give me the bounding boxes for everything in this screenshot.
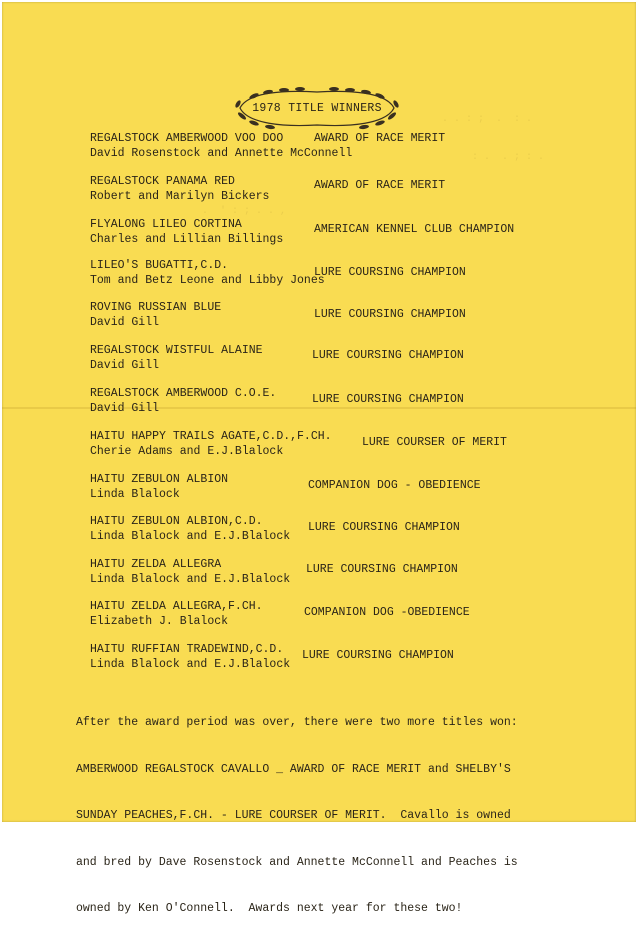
title-entry: [90, 217, 590, 247]
dog-name: HAITU RUFFIAN TRADEWIND,C.D.: [90, 643, 284, 656]
title-entry: [90, 514, 590, 544]
footer-line: and bred by Dave Rosenstock and Annette McConnell and Peaches is: [76, 855, 518, 869]
dog-name: REGALSTOCK PANAMA RED: [90, 175, 235, 188]
dog-name: HAITU ZELDA ALLEGRA,F.CH.: [90, 600, 263, 613]
award: LURE COURSING CHAMPION: [314, 308, 466, 321]
title-entry: [90, 429, 590, 459]
dog-name: HAITU ZEBULON ALBION: [90, 473, 229, 486]
award: LURE COURSING CHAMPION: [312, 349, 464, 362]
title-entry: [90, 258, 590, 288]
title-entry: [90, 343, 590, 373]
award: AMERICAN KENNEL CLUB CHAMPION: [314, 223, 515, 236]
title-entry: [90, 300, 590, 330]
dog-name: ROVING RUSSIAN BLUE: [90, 301, 222, 314]
award: LURE COURSER OF MERIT: [362, 436, 507, 449]
award: AWARD OF RACE MERIT: [314, 179, 446, 192]
dog-name: LILEO'S BUGATTI,C.D.: [90, 259, 229, 272]
owners: David Gill: [90, 359, 160, 372]
award: LURE COURSING CHAMPION: [314, 266, 466, 279]
owners: Linda Blalock and E.J.Blalock: [90, 530, 291, 543]
award: LURE COURSING CHAMPION: [306, 563, 458, 576]
owners: Cherie Adams and E.J.Blalock: [90, 445, 284, 458]
award: LURE COURSING CHAMPION: [308, 521, 460, 534]
owners: Linda Blalock and E.J.Blalock: [90, 658, 291, 671]
award: COMPANION DOG -OBEDIENCE: [304, 606, 470, 619]
footer-line: AMBERWOOD REGALSTOCK CAVALLO _ AWARD OF RACE MERIT and SHELBY'S: [76, 762, 511, 776]
award: COMPANION DOG - OBEDIENCE: [308, 479, 481, 492]
footer-paragraph: [76, 684, 562, 948]
dog-name: REGALSTOCK AMBERWOOD VOO DOO: [90, 132, 284, 145]
award: LURE COURSING CHAMPION: [302, 649, 454, 662]
dog-name: HAITU ZEBULON ALBION,C.D.: [90, 515, 263, 528]
owners: David Gill: [90, 316, 160, 329]
title-entry: [90, 174, 590, 204]
title-entry: [90, 599, 590, 629]
owners: Robert and Marilyn Bickers: [90, 190, 270, 203]
dog-name: REGALSTOCK AMBERWOOD C.O.E.: [90, 387, 277, 400]
owners: Linda Blalock and E.J.Blalock: [90, 573, 291, 586]
title-entry: [90, 642, 590, 672]
bleed-through-text: . ' : ; . . ,: [202, 206, 287, 217]
dog-name: HAITU HAPPY TRAILS AGATE,C.D.,F.CH.: [90, 430, 332, 443]
owners: Charles and Lillian Billings: [90, 233, 284, 246]
dog-name: FLYALONG LILEO CORTINA: [90, 218, 242, 231]
owners: Elizabeth J. Blalock: [90, 615, 229, 628]
bleed-through-text: . . : ; . : .: [442, 114, 533, 125]
bleed-through-text: : . . ; : .: [472, 152, 545, 163]
owners: David Gill: [90, 402, 160, 415]
dog-name: HAITU ZELDA ALLEGRA: [90, 558, 222, 571]
owners: Tom and Betz Leone and Libby Jones: [90, 274, 325, 287]
owners: David Rosenstock and Annette McConnell: [90, 147, 353, 160]
footer-line: owned by Ken O'Connell. Awards next year for these two!: [76, 902, 463, 915]
title-entry: [90, 472, 590, 502]
footer-line: After the award period was over, there were two more titles won:: [76, 716, 518, 729]
dog-name: REGALSTOCK WISTFUL ALAINE: [90, 344, 263, 357]
document-title: 1978 TITLE WINNERS: [252, 102, 382, 115]
owners: Linda Blalock: [90, 488, 180, 501]
title-entry: [90, 131, 590, 161]
award: AWARD OF RACE MERIT: [314, 132, 446, 145]
document-page: [2, 2, 636, 915]
title-entry: [90, 386, 590, 416]
award: LURE COURSING CHAMPION: [312, 393, 464, 406]
footer-line: SUNDAY PEACHES,F.CH. - LURE COURSER OF MERIT. Cavallo is owned: [76, 809, 511, 822]
title-entry: [90, 557, 590, 587]
